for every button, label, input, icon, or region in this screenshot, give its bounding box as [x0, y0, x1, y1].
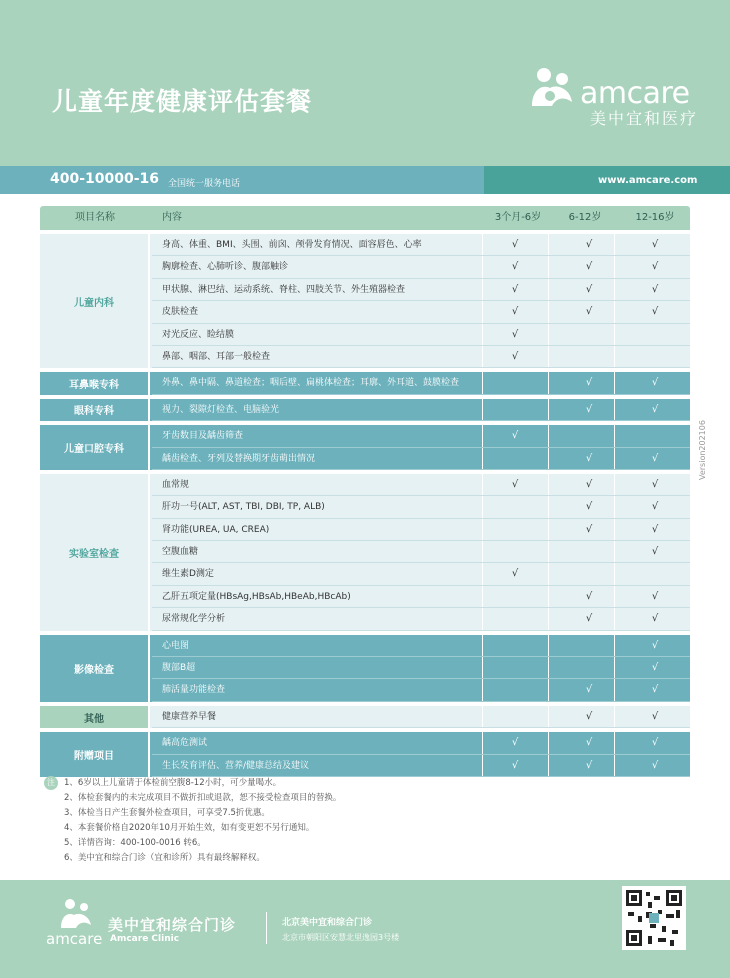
row-item: 对光反应、睑结膜	[162, 329, 235, 340]
table-group	[40, 399, 690, 421]
table-group	[40, 372, 690, 394]
check-cell: √	[651, 613, 659, 625]
row-item: 腹部B超	[162, 663, 196, 674]
brand-chinese-name: 美中宜和医疗	[590, 109, 699, 128]
check-cell: √	[511, 239, 519, 250]
check-cell: √	[651, 590, 659, 602]
hotline-label: 全国统一服务电话	[168, 179, 241, 189]
group-category-label: 耳鼻喉专科	[40, 372, 150, 394]
row-item: 视力、裂隙灯检查、电脑验光	[162, 404, 280, 415]
row-item: 龋齿检查、牙列及替换期牙齿萌出情况	[162, 453, 316, 464]
check-cell: √	[511, 478, 519, 490]
check-cell: √	[585, 684, 593, 696]
family-logo-icon	[528, 66, 576, 110]
table-row	[152, 657, 690, 679]
table-row	[152, 474, 690, 496]
row-item: 血常规	[162, 479, 190, 490]
footer-logo-icon	[58, 898, 94, 930]
group-category-label: 儿童内科	[40, 234, 150, 368]
table-row	[152, 425, 690, 447]
footer-brand: amcare	[46, 930, 103, 948]
check-cell: √	[585, 478, 593, 490]
check-cell: √	[585, 501, 593, 513]
check-cell: √	[585, 523, 593, 535]
row-item: 甲状腺、淋巴结、运动系统、脊柱、四肢关节、外生殖器检查	[162, 284, 406, 295]
version-label: Version202106	[698, 420, 707, 480]
row-item: 心电图	[162, 640, 190, 651]
row-item: 肝功一号(ALT, AST, TBI, DBI, TP, ALB)	[162, 502, 325, 513]
table-row	[152, 399, 690, 421]
check-cell: √	[511, 350, 519, 362]
check-cell: √	[585, 403, 593, 415]
check-cell: √	[511, 737, 519, 749]
table-row	[152, 563, 690, 585]
row-item: 肾功能(UREA, UA, CREA)	[162, 524, 270, 535]
check-cell: √	[651, 759, 659, 771]
check-cell: √	[511, 306, 519, 318]
check-cell: √	[585, 283, 593, 295]
check-cell: √	[651, 737, 659, 749]
group-category-label: 附赠项目	[40, 732, 150, 777]
row-item: 身高、体重、BMI、头围、前囟、颅骨发育情况、面容唇色、心率	[162, 240, 422, 250]
header-age-3m-6y: 3个月-6岁	[494, 212, 542, 223]
row-item: 乙肝五项定量(HBsAg,HBsAb,HBeAb,HBcAb)	[162, 591, 351, 602]
table-group	[40, 732, 690, 777]
footer-divider	[266, 912, 267, 944]
row-item: 健康营养早餐	[162, 711, 217, 722]
check-cell: √	[651, 377, 659, 389]
check-cell: √	[585, 452, 593, 464]
check-cell: √	[511, 328, 519, 340]
check-cell: √	[585, 737, 593, 749]
check-cell: √	[585, 239, 593, 250]
check-cell: √	[511, 283, 519, 295]
row-item: 空腹血糖	[162, 547, 199, 558]
check-cell: √	[585, 710, 593, 722]
health-package-table	[40, 206, 690, 777]
table-row	[152, 635, 690, 657]
table-row	[152, 541, 690, 563]
check-cell: √	[651, 261, 659, 273]
check-cell: √	[585, 613, 593, 625]
page-title: 儿童年度健康评估套餐	[52, 87, 313, 116]
group-category-label: 其他	[40, 706, 150, 728]
table-group	[40, 234, 690, 368]
row-item: 维生素D测定	[162, 569, 214, 580]
header-age-12-16y: 12-16岁	[635, 212, 675, 223]
note-item: 2、体检套餐内的未完成项目不做折扣或退款，恕不接受检查项目的替换。	[64, 793, 342, 803]
table-row	[152, 279, 690, 301]
header-category: 项目名称	[75, 212, 115, 223]
table-row	[152, 372, 690, 394]
check-cell: √	[651, 478, 659, 490]
table-body	[40, 234, 690, 777]
row-item: 外鼻、鼻中隔、鼻道检查；咽后壁、扁桃体检查；耳廓、外耳道、鼓膜检查	[162, 378, 460, 389]
check-cell: √	[651, 662, 659, 674]
table-row	[152, 586, 690, 608]
brand-wordmark: amcare	[580, 76, 690, 111]
group-category-label: 实验室检查	[40, 474, 150, 631]
table-row	[152, 732, 690, 754]
table-row	[152, 755, 690, 777]
table-row	[152, 706, 690, 728]
check-cell: √	[651, 501, 659, 513]
footer-clinic-english: Amcare Clinic	[110, 934, 180, 944]
note-item: 4、本套餐价格自2020年10月开始生效，如有变更恕不另行通知。	[64, 823, 315, 833]
check-cell: √	[585, 759, 593, 771]
table-row	[152, 234, 690, 256]
table-group	[40, 474, 690, 631]
table-row	[152, 608, 690, 630]
table-row	[152, 301, 690, 323]
table-group	[40, 425, 690, 470]
footer-branch: 北京美中宜和综合门诊	[282, 918, 373, 928]
check-cell: √	[585, 590, 593, 602]
row-item: 生长发育评估、营养/健康总结及建议	[162, 760, 310, 771]
table-row	[152, 256, 690, 278]
table-group	[40, 635, 690, 702]
row-item: 肺活量功能检查	[162, 685, 226, 696]
note-item: 1、6岁以上儿童请于体检前空腹8-12小时，可少量喝水。	[64, 778, 282, 788]
table-header	[40, 206, 690, 230]
note-item: 6、美中宜和综合门诊（宜和诊所）具有最终解释权。	[64, 853, 265, 863]
check-cell: √	[585, 377, 593, 389]
table-row	[152, 324, 690, 346]
check-cell: √	[651, 710, 659, 722]
footer-clinic-name: 美中宜和综合门诊	[108, 916, 237, 934]
footer-address: 北京市朝阳区安慧北里逸园3号楼	[282, 933, 400, 942]
row-item: 胸廓检查、心肺听诊、腹部触诊	[162, 262, 289, 273]
check-cell: √	[651, 403, 659, 415]
check-cell: √	[511, 759, 519, 771]
check-cell: √	[651, 523, 659, 535]
note-item: 3、体检当日产生套餐外检查项目，可享受7.5折优惠。	[64, 808, 270, 818]
note-item: 5、详情咨询：400-100-0016 转6。	[64, 838, 206, 848]
header-age-6-12y: 6-12岁	[568, 212, 602, 223]
row-item: 鼻部、咽部、耳部一般检查	[162, 351, 271, 362]
check-cell: √	[511, 568, 519, 580]
table-row	[152, 679, 690, 701]
check-cell: √	[651, 306, 659, 318]
header-content: 内容	[162, 212, 182, 223]
amcare-logo	[528, 66, 698, 136]
check-cell: √	[651, 452, 659, 464]
table-row	[152, 496, 690, 518]
row-item: 龋高危测试	[162, 738, 208, 749]
group-category-label: 眼科专科	[40, 399, 150, 421]
check-cell: √	[585, 261, 593, 273]
hotline-number[interactable]: 400-10000-16	[50, 171, 160, 187]
check-cell: √	[651, 639, 659, 651]
row-item: 牙齿数目及龋齿筛查	[162, 431, 244, 442]
website-link[interactable]: www.amcare.com	[598, 175, 698, 186]
check-cell: √	[511, 261, 519, 273]
table-row	[152, 346, 690, 368]
check-cell: √	[651, 239, 659, 250]
row-item: 尿常规化学分析	[162, 614, 226, 625]
check-cell: √	[585, 306, 593, 318]
table-group	[40, 706, 690, 728]
row-item: 皮肤检查	[162, 307, 199, 318]
notes-badge: 注	[44, 776, 58, 790]
group-category-label: 影像检查	[40, 635, 150, 702]
check-cell: √	[651, 283, 659, 295]
table-row	[152, 448, 690, 470]
group-category-label: 儿童口腔专科	[40, 425, 150, 470]
check-cell: √	[651, 684, 659, 696]
check-cell: √	[511, 430, 519, 442]
qr-code-icon[interactable]	[622, 886, 686, 950]
check-cell: √	[651, 546, 659, 558]
table-row	[152, 519, 690, 541]
notes-list	[64, 776, 341, 866]
